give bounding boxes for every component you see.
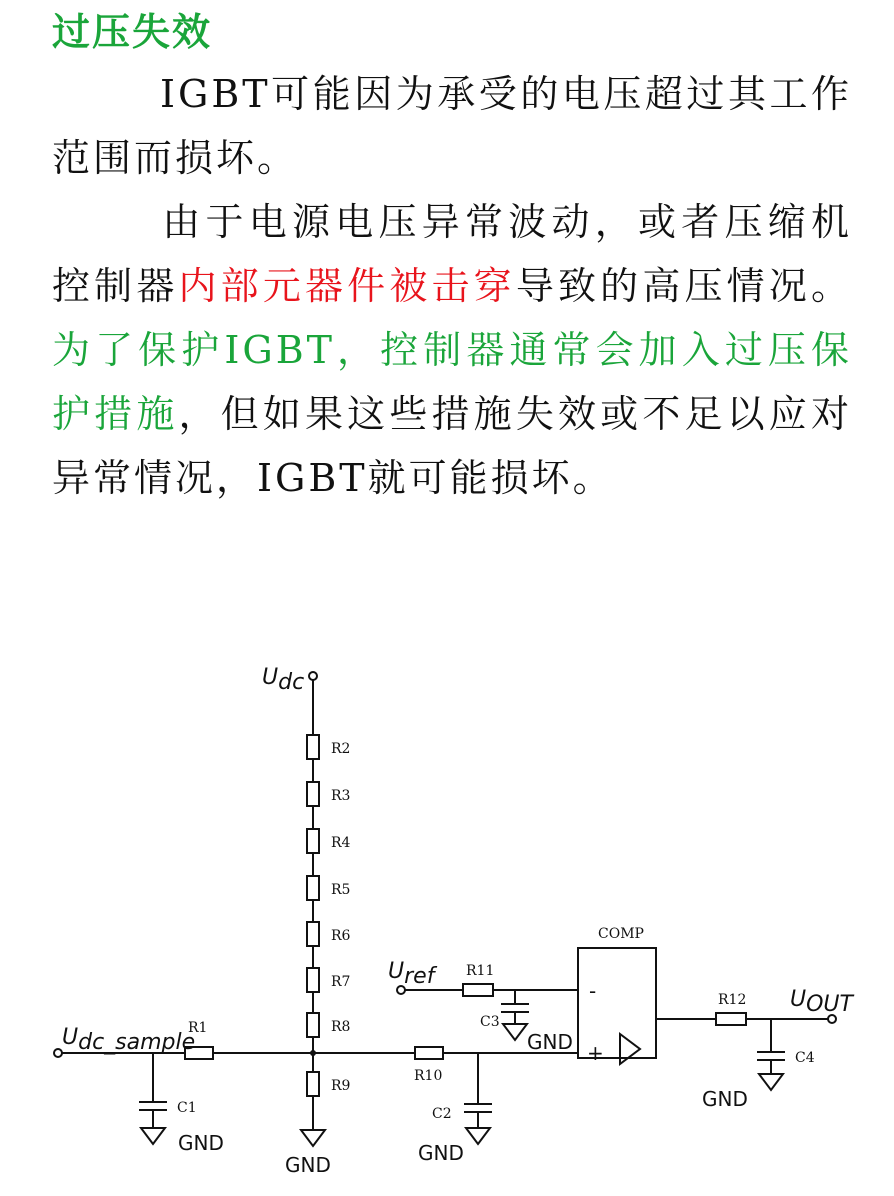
label-r2: R2 [331,741,351,757]
overvoltage-circuit-diagram [0,660,894,1196]
paragraph-2-highlight-green: 为了保护IGBT，控制器通常会加入过压保护措施 [52,328,852,436]
paragraph-2 [52,190,852,510]
resistor-r10 [415,1047,443,1059]
label-c3: C3 [480,1014,500,1030]
resistor-r3 [307,782,319,806]
article-body [52,0,852,510]
gnd-label-c1: GND [178,1131,224,1155]
resistor-r7 [307,968,319,992]
label-r4: R4 [331,835,351,851]
resistor-r5 [307,876,319,900]
label-r1: R1 [188,1020,208,1036]
label-r8: R8 [331,1019,351,1035]
section-heading: 过压失效 [52,10,213,54]
comparator-minus-sign: - [589,979,597,1003]
ground-symbol-c3 [503,1024,527,1040]
resistor-r9 [307,1072,319,1096]
udc-sample-label: Udc_sample [62,1025,196,1055]
gnd-label-r9: GND [285,1153,331,1177]
paragraph-1-text: IGBT可能因为承受的电压超过其工作范围而损坏。 [52,72,852,180]
label-r9: R9 [331,1078,351,1094]
ground-symbol-c1 [141,1128,165,1144]
resistor-r2 [307,735,319,759]
label-r10: R10 [414,1068,443,1084]
paragraph-1 [52,62,852,190]
comparator-label: COMP [598,926,644,942]
resistor-r12 [716,1013,746,1025]
label-r7: R7 [331,974,351,990]
label-r12: R12 [718,992,747,1008]
paragraph-2-seg-3: 导致的高压情况。 [515,264,852,308]
gnd-label-c3: GND [527,1030,573,1054]
uref-label: Uref [388,959,435,989]
udc-sample-terminal [54,1049,62,1057]
label-c4: C4 [795,1050,815,1066]
udc-terminal [309,672,317,680]
resistor-r8 [307,1013,319,1037]
udc-label: Udc [262,665,305,695]
ground-symbol-r9 [301,1130,325,1146]
ground-symbol-c2 [466,1128,490,1144]
resistor-r6 [307,922,319,946]
label-r3: R3 [331,788,351,804]
label-r11: R11 [466,963,495,979]
gnd-label-c2: GND [418,1141,464,1165]
paragraph-2-seg-5: ，但如果这些措施失效或不足以应对异常情况，IGBT就可能损坏。 [52,392,852,500]
junction-dot [310,1050,316,1056]
label-r5: R5 [331,882,351,898]
label-c2: C2 [432,1106,452,1122]
uout-label: UOUT [790,987,853,1017]
resistor-r11 [463,984,493,996]
ground-symbol-c4 [759,1074,783,1090]
comparator-plus-sign: + [587,1041,604,1065]
paragraph-2-seg-1: 由于电源电压异常波动，或者压缩机控制器 [52,200,852,308]
label-c1: C1 [177,1100,197,1116]
resistor-r4 [307,829,319,853]
label-r6: R6 [331,928,351,944]
gnd-label-c4: GND [702,1087,748,1111]
paragraph-2-highlight-red: 内部元器件被击穿 [178,264,516,308]
